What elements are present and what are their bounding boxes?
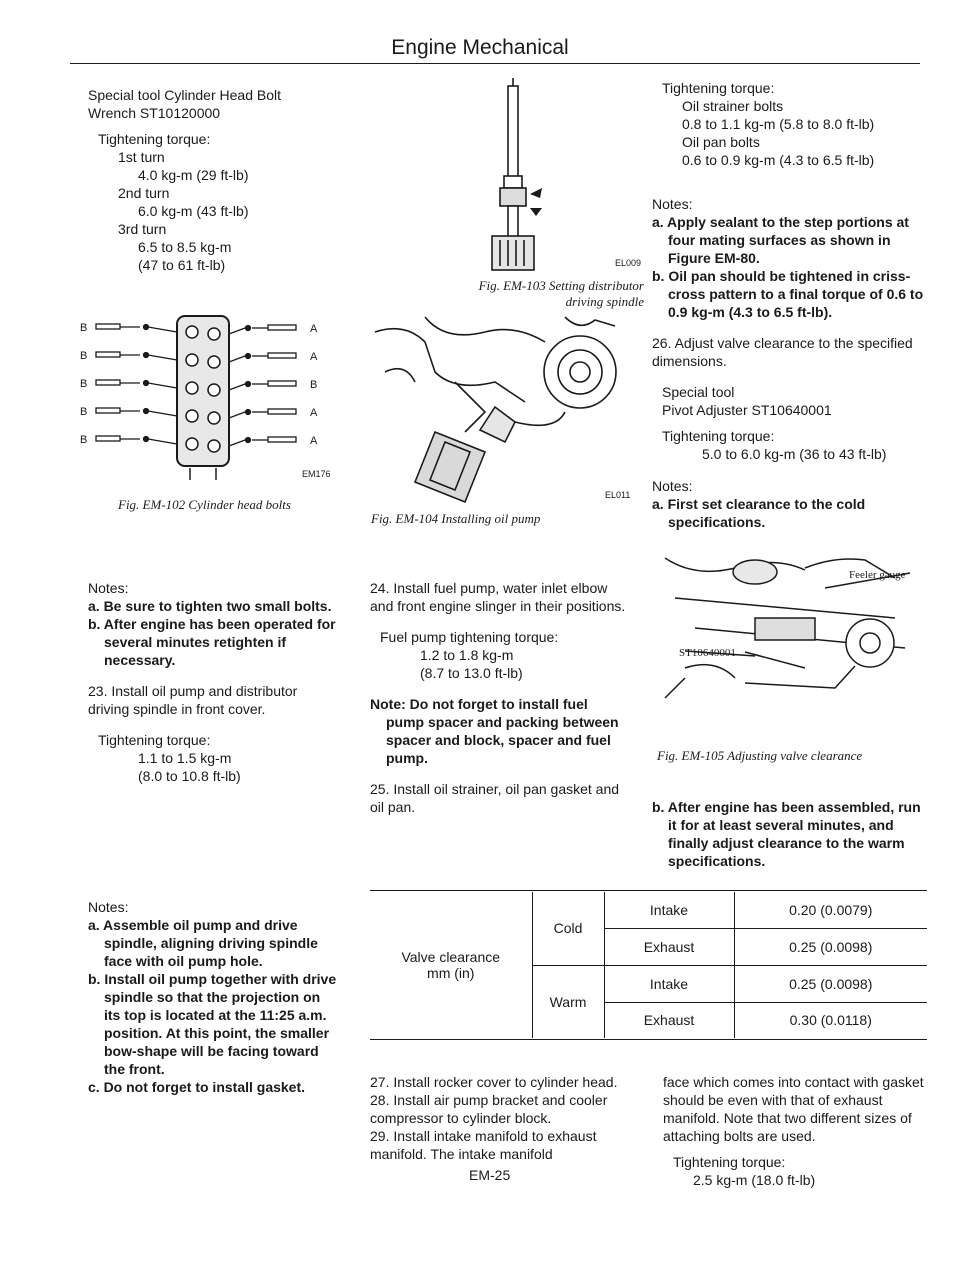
turn-3-value-2: (47 to 61 ft-lb) — [138, 257, 226, 273]
col3-torque-2-value: 5.0 to 6.0 kg-m (36 to 43 ft-lb) — [702, 446, 887, 462]
valve-type: Intake — [604, 892, 734, 928]
manifold-torque-label: Tightening torque: — [673, 1154, 786, 1170]
note-1a: a. Be sure to tighten two small bolts. — [88, 598, 332, 614]
fuel-pump-torque-label: Fuel pump tightening torque: — [380, 629, 559, 645]
notes-heading-2: Notes: — [88, 899, 129, 915]
step-24: 24. Install fuel pump, water inlet elbow and front engine slinger in their positions. — [370, 580, 626, 614]
bolt-label-right-5: A — [310, 435, 318, 447]
col3-notes-heading: Notes: — [652, 196, 693, 212]
table-top-rule — [370, 890, 927, 891]
fuel-pump-torque-value-2: (8.7 to 13.0 ft-lb) — [420, 665, 523, 681]
feeler-gauge-label: Feeler gauge — [849, 569, 906, 581]
column-2-text — [370, 579, 627, 816]
valve-clearance-table — [370, 892, 927, 1038]
col3-note-2b: b. After engine has been assembled, run it for at least several minutes, and finally adjust clearance to the warm specifications. — [652, 799, 921, 869]
figure-em-103 — [370, 76, 660, 316]
page-title: Engine Mechanical — [391, 36, 569, 59]
valve-clearance-label: Valve clearance — [401, 949, 501, 965]
figure-caption-em-102: Fig. EM-102 Cylinder head bolts — [118, 497, 291, 512]
column-1-bottom — [88, 579, 340, 785]
column-1-top — [88, 86, 338, 274]
figure-caption-em-103 — [386, 278, 644, 310]
table-bottom-rule — [370, 1039, 927, 1040]
figure-caption-em-105: Fig. EM-105 Adjusting valve clearance — [657, 748, 863, 763]
valve-clearance-label-cell — [370, 892, 532, 1038]
turn-2-value: 6.0 kg-m (43 ft-lb) — [138, 203, 249, 219]
figure-em-102 — [80, 310, 345, 520]
clearance-value: 0.30 (0.0118) — [789, 1012, 872, 1029]
intro-line-2: Wrench ST10120000 — [88, 105, 221, 121]
bolt-label-left-1: B — [80, 322, 88, 334]
oil-strainer-torque: 0.8 to 1.1 kg-m (5.8 to 8.0 ft-lb) — [682, 116, 875, 132]
clearance-value: 0.20 (0.0079) — [734, 892, 927, 928]
bolt-label-right-1: A — [310, 323, 318, 335]
table-row — [370, 892, 927, 928]
step-23: 23. Install oil pump and distributor driving spindle in front cover. — [88, 683, 298, 717]
valve-type: Exhaust — [604, 928, 734, 965]
column-3-top — [652, 79, 927, 531]
step-25: 25. Install oil strainer, oil pan gasket and oil pan. — [370, 781, 620, 815]
bolt-label-right-3: B — [310, 379, 318, 391]
pivot-adjuster: Pivot Adjuster ST10640001 — [662, 402, 832, 418]
special-tool-label: Special tool — [662, 384, 735, 400]
figure-em-104 — [365, 312, 660, 534]
column-3-note-b — [652, 798, 927, 870]
notes-heading-1: Notes: — [88, 580, 129, 596]
torque-23-value-1: 1.1 to 1.5 kg-m — [138, 750, 232, 766]
clearance-value: 0.25 (0.0098) — [734, 928, 927, 965]
bolt-label-right-4: A — [310, 407, 318, 419]
cylinder-head-bolts-illustration — [80, 310, 345, 485]
bolt-label-right-2: A — [310, 351, 318, 363]
torque-23-label: Tightening torque: — [98, 732, 211, 748]
col3-note-2a: a. First set clearance to the cold specifications. — [652, 496, 866, 530]
manifold-continued: face which comes into contact with gasket should be even with that of exhaust manifold. Note that two different sizes of attaching bolts are used. — [663, 1074, 924, 1144]
fuel-pump-note: Note: Do not forget to install fuel pump spacer and packing between spacer and block, spacer and fuel pump. — [370, 696, 619, 766]
valve-clearance-illustration — [655, 548, 927, 708]
note-2b: b. Install oil pump together with drive spindle so that the projection on its top is located at the 11:25 a.m. position. At this point, the smaller bow-shape will be facing toward the front. — [88, 971, 337, 1077]
oil-pump-illustration — [365, 312, 660, 507]
header-rule — [70, 63, 920, 64]
col3-notes-2-heading: Notes: — [652, 478, 693, 494]
condition-warm: Warm — [532, 965, 604, 1038]
figure-caption-em-103-line-2: driving spindle — [565, 294, 644, 309]
turn-1: 1st turn — [118, 149, 165, 165]
figure-em-105 — [655, 548, 927, 780]
valve-clearance-unit: mm (in) — [427, 965, 475, 981]
oil-strainer-bolts: Oil strainer bolts — [682, 98, 784, 114]
figure-caption-em-103-line-1: Fig. EM-103 Setting distributor — [478, 278, 644, 293]
figure-code-em176: EM176 — [302, 469, 331, 479]
steps-27-29: 27. Install rocker cover to cylinder head. 28. Install air pump bracket and cooler compressor to cylinder block. 29. Install intake manifold to exhaust manifold. The intake manifold — [370, 1074, 618, 1162]
bolt-label-left-2: B — [80, 350, 88, 362]
valve-type: Exhaust — [604, 1002, 734, 1038]
note-1b: b. After engine has been operated for several minutes retighten if necessary. — [88, 616, 336, 668]
col3-note-a: a. Apply sealant to the step portions at four mating surfaces as shown in Figure EM-80. — [652, 214, 909, 266]
intro-line-1: Special tool Cylinder Head Bolt — [88, 87, 281, 103]
bolt-label-left-4: B — [80, 406, 88, 418]
condition-cold: Cold — [532, 892, 604, 965]
bolt-label-left-5: B — [80, 434, 88, 446]
clearance-value: 0.25 (0.0098) — [734, 965, 927, 1002]
manifold-torque-value: 2.5 kg-m (18.0 ft-lb) — [693, 1172, 816, 1188]
valve-type: Intake — [604, 965, 734, 1002]
col3-torque-label: Tightening torque: — [662, 80, 775, 96]
torque-label: Tightening torque: — [98, 131, 211, 147]
distributor-spindle-illustration — [370, 76, 660, 276]
oil-pan-torque: 0.6 to 0.9 kg-m (4.3 to 6.5 ft-lb) — [682, 152, 875, 168]
figure-caption-em-104: Fig. EM-104 Installing oil pump — [371, 511, 541, 526]
col3-torque-2-label: Tightening torque: — [662, 428, 775, 444]
pivot-tool-label: ST10640001 — [679, 647, 736, 659]
fuel-pump-torque-value-1: 1.2 to 1.8 kg-m — [420, 647, 514, 663]
note-2a: a. Assemble oil pump and drive spindle, aligning driving spindle face with oil pump hole. — [88, 917, 318, 969]
step-26: 26. Adjust valve clearance to the specified dimensions. — [652, 335, 913, 369]
column-1-notes-2 — [88, 898, 340, 1096]
turn-1-value: 4.0 kg-m (29 ft-lb) — [138, 167, 249, 183]
col3-note-b: b. Oil pan should be tightened in criss-cross pattern to a final torque of 0.6 to 0.9 kg-m (4.3 to 6.5 ft-lb). — [652, 268, 924, 320]
bottom-right-text — [663, 1073, 927, 1189]
figure-code-el009: EL009 — [615, 258, 642, 268]
turn-3-value-1: 6.5 to 8.5 kg-m — [138, 239, 232, 255]
turn-3: 3rd turn — [118, 221, 167, 237]
figure-code-el011: EL011 — [605, 490, 631, 500]
torque-23-value-2: (8.0 to 10.8 ft-lb) — [138, 768, 241, 784]
page-number: EM-25 — [469, 1167, 511, 1183]
oil-pan-bolts: Oil pan bolts — [682, 134, 760, 150]
turn-2: 2nd turn — [118, 185, 170, 201]
note-2c: c. Do not forget to install gasket. — [88, 1079, 306, 1095]
bolt-label-left-3: B — [80, 378, 88, 390]
